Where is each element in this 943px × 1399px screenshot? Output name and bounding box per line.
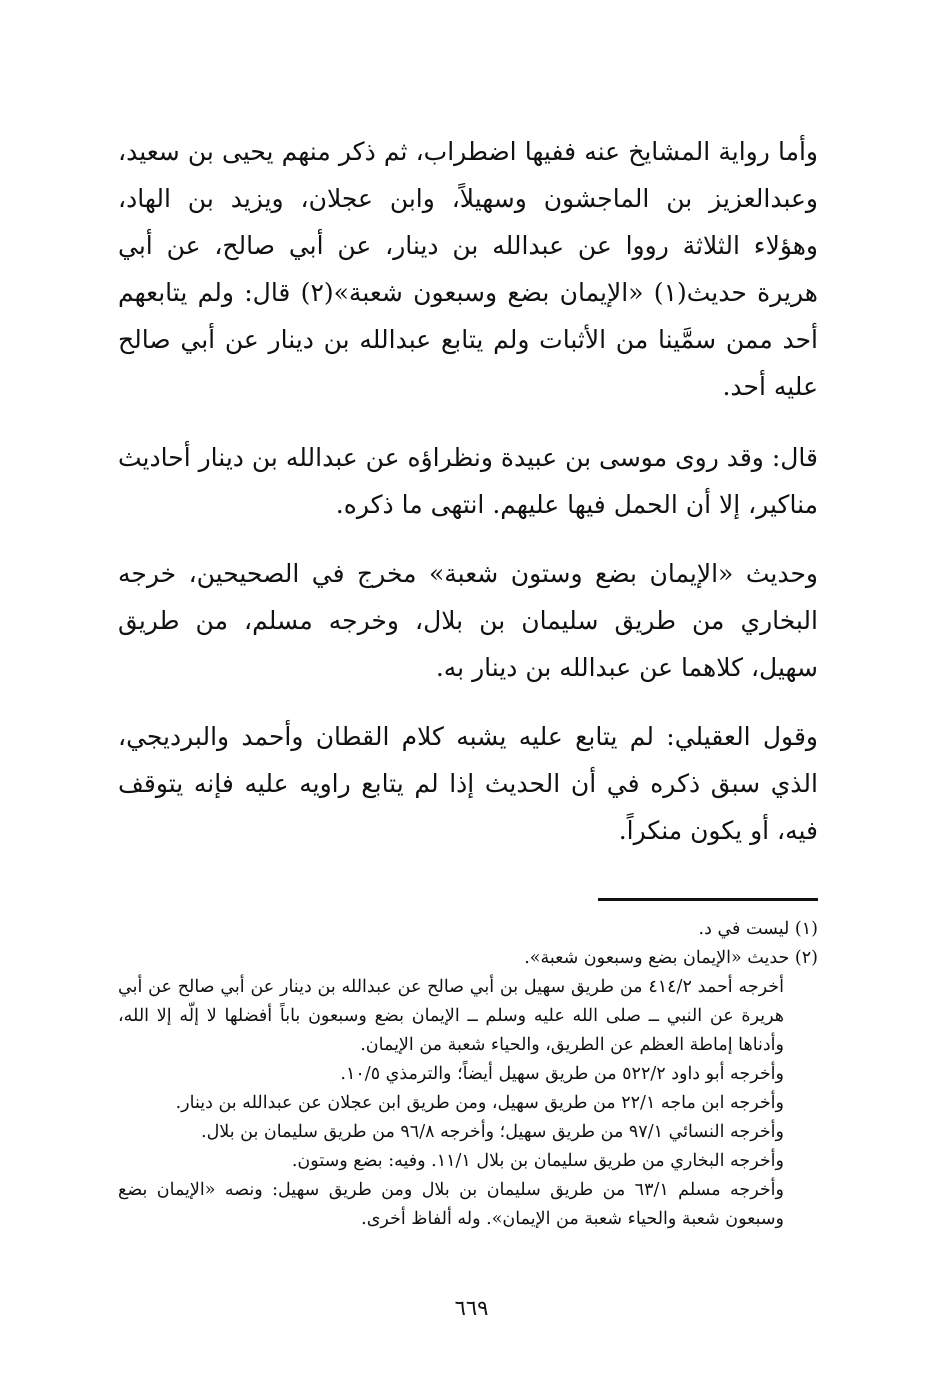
footnote-2-line-1: أخرجه أحمد ٤١٤/٢ من طريق سهيل بن أبي صالح عن عبدالله بن دينار عن أبي صالح عن أبي هريرة عن النبي ــ صلى الله عليه وسلم ــ الإيمان بضع وسبعون باباً أفضلها لا إلّه إلا الله، وأدناها إماطة العظم عن الطريق، والحياء شعبة من الإيمان. <box>118 977 784 1055</box>
footnote-2-line-6: وأخرجه مسلم ٦٣/١ من طريق سليمان بن بلال ومن طريق سهيل: ونصه «الإيمان بضع وسبعون شعبة والحياء شعبة من الإيمان». وله ألفاظ أخرى. <box>118 1180 784 1229</box>
footnote-2-title: (٢) حديث «الإيمان بضع وسبعون شعبة». <box>524 948 818 968</box>
footnote-divider <box>598 898 818 901</box>
footnote-2-line-3: وأخرجه ابن ماجه ٢٢/١ من طريق سهيل، ومن طريق ابن عجلان عن عبدالله بن دينار. <box>175 1093 784 1113</box>
page-number: ٦٦٩ <box>454 1296 489 1320</box>
footnotes-section <box>118 915 818 1234</box>
page-body <box>118 128 818 1234</box>
footnote-1: (١) ليست في د. <box>698 919 818 939</box>
paragraph-2: قال: وقد روى موسى بن عبيدة ونظراؤه عن عبدالله بن دينار أحاديث مناكير، إلا أن الحمل فيها عليهم. انتهى ما ذكره. <box>118 443 818 519</box>
paragraph-1: وأما رواية المشايخ عنه ففيها اضطراب، ثم ذكر منهم يحيى بن سعيد، وعبدالعزيز بن الماجشون وسهيلاً، وابن عجلان، ويزيد بن الهاد، وهؤلاء الثلاثة رووا عن عبدالله بن دينار، عن أبي صالح، عن أبي هريرة حديث(١) «الإيمان بضع وسبعون شعبة»(٢) قال: ولم يتابعهم أحد ممن سمَّينا من الأثبات ولم يتابع عبدالله بن دينار عن أبي صالح عليه أحد. <box>118 137 818 401</box>
paragraph-4: وقول العقيلي: لم يتابع عليه يشبه كلام القطان وأحمد والبرديجي، الذي سبق ذكره في أن الحديث إذا لم يتابع راويه عليه فإنه يتوقف فيه، أو يكون منكراً. <box>118 722 818 845</box>
footnote-2-line-4: وأخرجه النسائي ٩٧/١ من طريق سهيل؛ وأخرجه ٩٦/٨ من طريق سليمان بن بلال. <box>201 1122 784 1142</box>
footnote-2-line-5: وأخرجه البخاري من طريق سليمان بن بلال ١١/١. وفيه: بضع وستون. <box>291 1151 784 1171</box>
paragraph-3: وحديث «الإيمان بضع وستون شعبة» مخرج في الصحيحين، خرجه البخاري من طريق سليمان بن بلال، وخرجه مسلم، من طريق سهيل، كلاهما عن عبدالله بن دينار به. <box>118 559 818 682</box>
footnote-2-line-2: وأخرجه أبو داود ٥٢٢/٢ من طريق سهيل أيضاً؛ والترمذي ١٠/٥. <box>340 1064 784 1084</box>
